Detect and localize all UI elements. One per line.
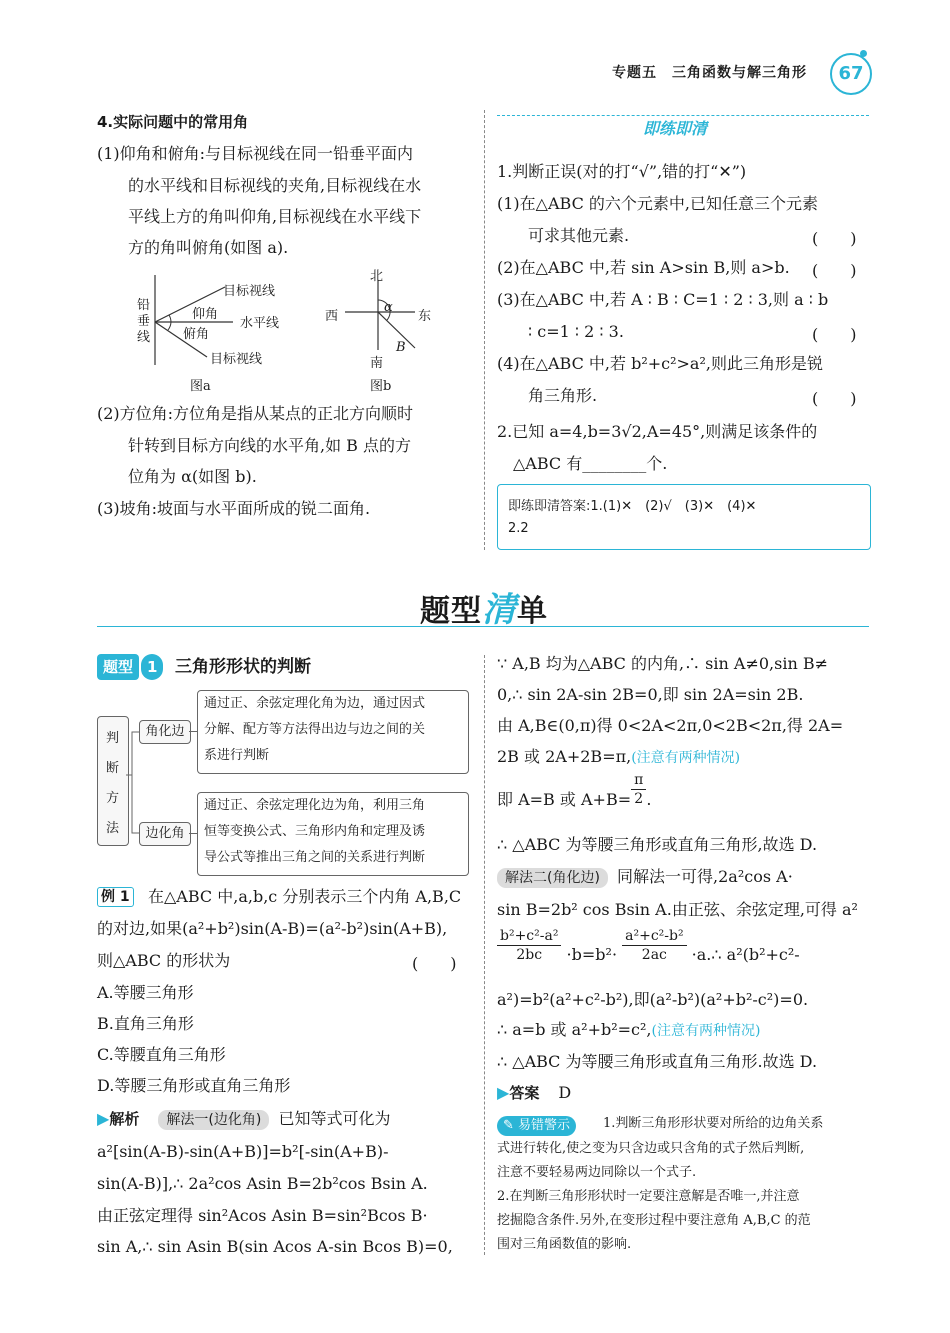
method2-row <box>497 867 793 888</box>
q1-2-line: (2)在△ABC 中,若 sin A>sin B,则 a>b. <box>497 258 790 277</box>
warning-line-1: 式进行转化,使之变为只含边或只含角的式子然后判断, <box>497 1141 805 1156</box>
q1-1-line2: 可求其他元素. <box>528 226 630 245</box>
banner-title <box>420 582 548 631</box>
answer-value: D <box>558 1083 572 1102</box>
pi-num: π <box>631 771 646 790</box>
branch1-desc-2: 分解、配方等方法得出边与边之间的关 <box>204 722 426 737</box>
p2-line3: 位角为 α(如图 b). <box>128 467 257 486</box>
method2-line-0: 同解法一可得,2a²cos A· <box>617 867 793 886</box>
q1-4-line1: (4)在△ABC 中,若 b²+c²>a²,则此三角形是锐 <box>497 354 823 373</box>
branch1-desc-1: 通过正、余弦定理化角为边，通过因式 <box>204 696 426 711</box>
frac-1-den: 2bc <box>516 947 543 963</box>
column-divider-top <box>484 110 485 550</box>
diagram-root-box <box>97 716 129 846</box>
option-d: D.等腰三角形或直角三角形 <box>97 1076 291 1095</box>
example-stem-3: 则△ABC 的形状为 <box>97 951 231 970</box>
answer-arrow-icon: ▶ <box>497 1083 510 1102</box>
p2-line2: 针转到目标方向线的水平角,如 B 点的方 <box>128 436 412 455</box>
option-b: B.直角三角形 <box>97 1014 194 1033</box>
answer-label: 答案 <box>509 1084 540 1102</box>
fig-a-target-bottom: 目标视线 <box>210 352 263 367</box>
warning-label-text: 易错警示 <box>518 1118 571 1133</box>
warning-line-4: 挖掘隐含条件.另外,在变形过程中要注意角 A,B,C 的范 <box>497 1213 811 1228</box>
method2-line-5-text: ∴ a=b 或 a²+b²=c², <box>497 1020 652 1039</box>
fig-b-west: 西 <box>325 309 339 324</box>
frac-2-num: a²+c²-b² <box>622 927 686 946</box>
right-line-4-text: 即 A=B 或 A+B= <box>497 790 632 809</box>
branch2-box: 边化角 <box>139 822 191 846</box>
fig-a-elevation: 仰角 <box>192 307 219 322</box>
answer-row <box>497 1083 571 1103</box>
type1-num: 1 <box>141 654 163 680</box>
banner-part2: 清 <box>482 590 517 630</box>
warning-line-3: 2.在判断三角形形状时一定要注意解是否唯一,并注意 <box>497 1189 800 1204</box>
running-header: 专题五 三角函数与解三角形 <box>612 65 807 81</box>
method2-line-6: ∴ △ABC 为等腰三角形或直角三角形.故选 D. <box>497 1052 818 1071</box>
fig-a-angle-arc-2 <box>168 322 171 330</box>
p1-line4: 方的角叫俯角(如图 a). <box>128 238 289 257</box>
analysis-label: 解析 <box>109 1110 140 1128</box>
warning-label <box>497 1116 576 1136</box>
branch2-desc-1: 通过正、余弦定理化边为角，利用三角 <box>204 798 426 813</box>
method2-line-5 <box>497 1020 760 1041</box>
option-a: A.等腰三角形 <box>97 983 194 1002</box>
root-char-2: 断 <box>106 761 120 776</box>
method2-line-2-text: ·b=b²· <box>566 945 618 964</box>
root-char-1: 判 <box>106 731 120 746</box>
warning-tag <box>497 1114 576 1134</box>
branch2-desc-box <box>197 792 469 876</box>
frac-2-den: 2ac <box>641 947 667 963</box>
right-line-0: ∵ A,B 均为△ABC 的内角,∴ sin A≠0,sin B≠ <box>497 654 828 673</box>
page-number: 67 <box>830 53 872 95</box>
fig-a-angle-arc <box>169 315 171 322</box>
q1-1-line1: (1)在△ABC 的六个元素中,已知任意三个元素 <box>497 194 818 213</box>
practice-answer-box <box>497 484 871 550</box>
right-line-3-text: 2B 或 2A+2B=π, <box>497 747 632 766</box>
method2-line-1: sin B=2b² cos Bsin A.由正弦、余弦定理,可得 a² <box>497 900 858 919</box>
method1-line-4: sin A,∴ sin Asin B(sin Acos A-sin Bcos B)=0, <box>97 1237 453 1256</box>
q1-2-answer-paren[interactable]: ( ) <box>812 261 857 280</box>
type1-heading <box>97 654 311 680</box>
example-stem-1: 在△ABC 中,a,b,c 分别表示三个内角 A,B,C <box>148 887 462 906</box>
page-number-dot <box>860 50 867 57</box>
q1-3-answer-paren[interactable]: ( ) <box>812 325 857 344</box>
fig-b-alpha: α <box>384 300 393 315</box>
p2-line1: (2)方位角:方位角是指从某点的正北方向顺时 <box>97 404 414 423</box>
p1-line3: 平线上方的角叫仰角,目标视线在水平线下 <box>128 207 422 226</box>
method1-line-1: a²[sin(A-B)-sin(A+B)]=b²[-sin(A+B)- <box>97 1142 389 1161</box>
frac-1 <box>497 927 561 964</box>
warning-line-5: 围对三角函数值的影响. <box>497 1237 632 1252</box>
q1-1-answer-paren[interactable]: ( ) <box>812 229 857 248</box>
fig-b-point: B <box>396 340 406 355</box>
branch1-box: 角化边 <box>139 720 191 744</box>
practice-title: 即练即清 <box>643 119 708 138</box>
q2-line2: △ABC 有________个. <box>513 454 668 473</box>
method1-line-2: sin(A-B)],∴ 2a²cos Asin B=2b²cos Bsin A. <box>97 1174 428 1193</box>
branch1-desc-3: 系进行判断 <box>204 748 270 763</box>
frac-1-num: b²+c²-a² <box>497 927 561 946</box>
q1-4-line2: 角三角形. <box>528 386 598 405</box>
method2-line-4: a²)=b²(a²+c²-b²),即(a²-b²)(a²+b²-c²)=0. <box>497 990 809 1009</box>
root-char-3: 方 <box>106 791 120 806</box>
right-line-5: ∴ △ABC 为等腰三角形或直角三角形,故选 D. <box>497 835 818 854</box>
banner-part1: 题型 <box>420 594 482 629</box>
p1-line1: (1)仰角和俯角:与目标视线在同一铅垂平面内 <box>97 144 414 163</box>
method2-line-3-text: ·a.∴ a²(b²+c²- <box>691 945 800 964</box>
example-stem-2: 的对边,如果(a²+b²)sin(A-B)=(a²-b²)sin(A+B), <box>97 919 448 938</box>
right-line-4: 即 A=B 或 A+B= $\frac{\pi}{2}$ . <box>497 772 652 809</box>
q1-3-line2: ∶ c=1 ∶ 2 ∶ 3. <box>528 322 624 341</box>
p3-line: (3)坡角:坡面与水平面所成的锐二面角. <box>97 499 371 518</box>
method1-line-0: 已知等式可化为 <box>278 1109 391 1128</box>
branch2-desc-2: 恒等变换公式、三角形内角和定理及诱 <box>204 824 426 839</box>
right-line-2: 由 A,B∈(0,π)得 0<2A<2π,0<2B<2π,得 2A= <box>497 716 844 735</box>
fig-a-caption: 图a <box>190 379 211 394</box>
column-divider-bottom <box>484 655 485 1255</box>
right-line-3 <box>497 747 740 768</box>
type1-title: 三角形形状的判断 <box>175 657 312 677</box>
fig-b-caption: 图b <box>370 379 392 394</box>
method1-tag: 解法一(边化角) <box>158 1110 269 1130</box>
answer-line2: 2.2 <box>508 521 529 536</box>
fig-b-north: 北 <box>370 269 384 284</box>
q1-4-answer-paren[interactable]: ( ) <box>812 389 857 408</box>
note-two-cases-2: (注意有两种情况) <box>651 1023 761 1039</box>
branch1-desc-box <box>197 690 469 774</box>
fig-a-vertical-label: 铅垂线 <box>137 298 151 345</box>
warning-line-0: 1.判断三角形形状要对所给的边角关系 <box>603 1116 824 1131</box>
method2-line-2 <box>497 928 800 965</box>
fig-a-depression: 俯角 <box>183 327 210 342</box>
type1-badge: 题型 <box>97 654 139 680</box>
fig-a-horizontal: 水平线 <box>240 316 280 331</box>
analysis-arrow-icon: ▶ <box>97 1109 110 1128</box>
note-two-cases-1: (注意有两种情况) <box>631 750 741 766</box>
section-heading: 4.实际问题中的常用角 <box>97 113 249 131</box>
q1-3-line1: (3)在△ABC 中,若 A ∶ B ∶ C=1 ∶ 2 ∶ 3,则 a ∶ b <box>497 290 829 309</box>
branch2-desc-3: 导公式等推出三角之间的关系进行判断 <box>204 850 426 865</box>
fig-b-south: 南 <box>370 356 384 371</box>
analysis-row <box>97 1109 390 1130</box>
branch2-link <box>189 833 197 834</box>
example-label: 例 1 <box>97 887 134 907</box>
pi-den: 2 <box>634 791 644 807</box>
example-answer-paren[interactable]: ( ) <box>412 954 457 973</box>
frac-2 <box>622 927 686 964</box>
q1-stem: 1.判断正误(对的打“√”,错的打“✕”) <box>497 162 747 181</box>
banner-part3: 单 <box>517 594 548 629</box>
method2-tag: 解法二(角化边) <box>497 868 608 888</box>
fig-a-target-top: 目标视线 <box>223 284 276 299</box>
pi-over-two <box>631 771 646 808</box>
branch1-link <box>189 731 197 732</box>
warning-wrench-icon: ✎ <box>503 1118 514 1133</box>
fig-b-east: 东 <box>418 309 432 324</box>
answer-line1: 即练即清答案:1.(1)✕ (2)√ (3)✕ (4)✕ <box>508 499 757 514</box>
warning-line-2: 注意不要轻易两边同除以一个式子. <box>497 1165 697 1180</box>
right-line-1: 0,∴ sin 2A-sin 2B=0,即 sin 2A=sin 2B. <box>497 685 804 704</box>
root-char-4: 法 <box>106 821 120 836</box>
p1-line2: 的水平线和目标视线的夹角,目标视线在水 <box>128 176 422 195</box>
option-c: C.等腰直角三角形 <box>97 1045 226 1064</box>
method1-line-3: 由正弦定理得 sin²Acos Asin B=sin²Bcos B· <box>97 1206 428 1225</box>
q2-line1: 2.已知 a=4,b=3√2,A=45°,则满足该条件的 <box>497 422 818 441</box>
